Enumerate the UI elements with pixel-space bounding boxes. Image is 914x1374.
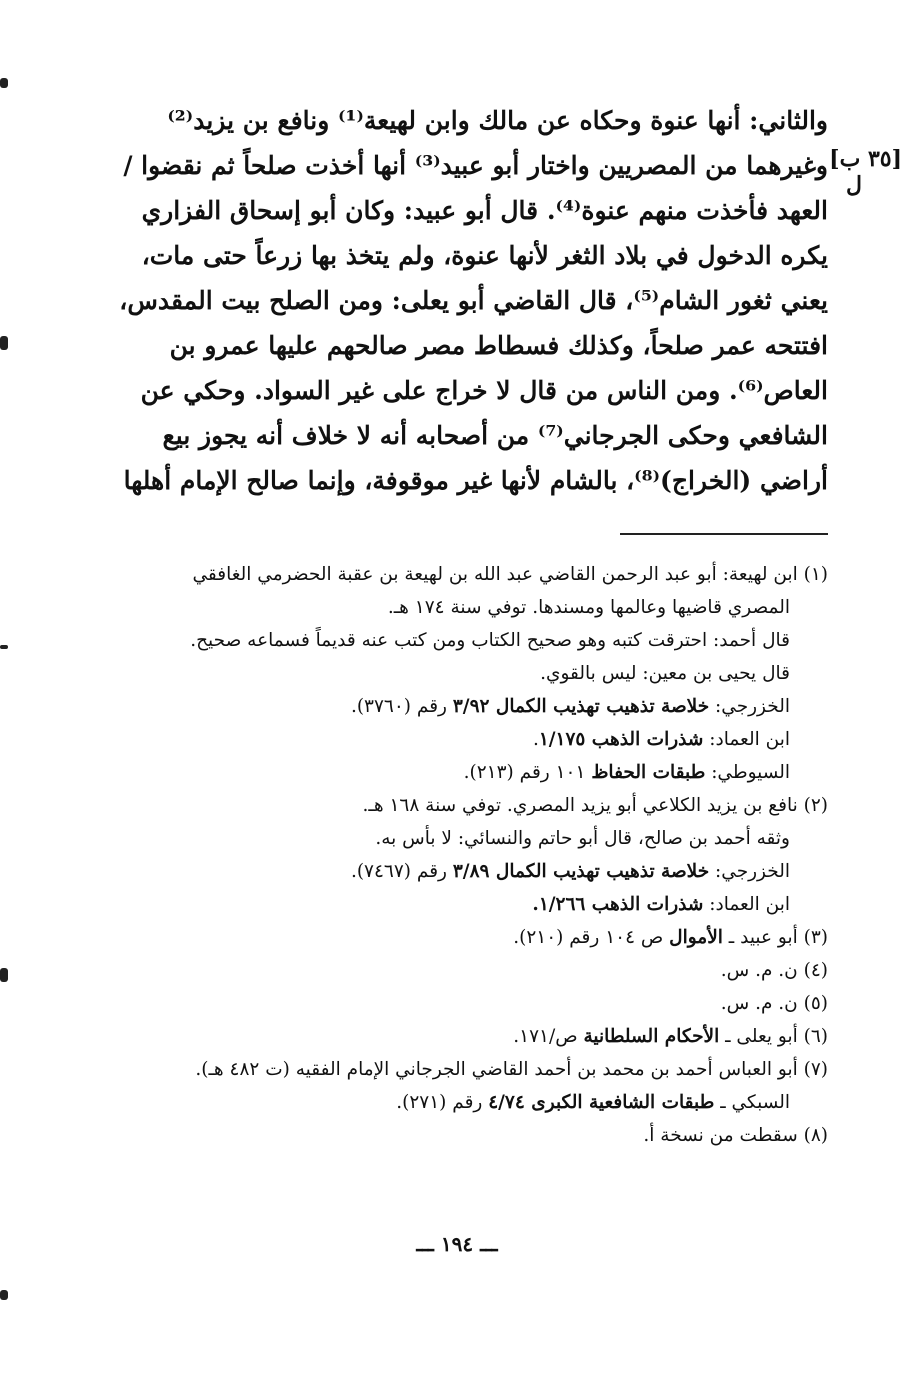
footnote-line: قال يحيى بن معين: ليس بالقوي. — [540, 663, 790, 684]
margin-folio-line: [٣٥ ب] — [829, 146, 902, 172]
footnote-line: (٤) ن. م. س. — [720, 960, 828, 981]
footnote-line: السيوطي: طبقات الحفاظ ١٠١ رقم (٢١٣). — [463, 762, 790, 783]
footnote-line: قال أحمد: احترقت كتبه وهو صحيح الكتاب ومن كتب عنه قديماً فسماعه صحيح. — [190, 630, 790, 651]
footnote-line: (٢) نافع بن يزيد الكلاعي أبو يزيد المصري. توفي سنة ١٦٨ هـ. — [362, 795, 828, 816]
footnote-line: (٨) سقطت من نسخة أ. — [643, 1125, 828, 1146]
footnote-line: (٧) أبو العباس أحمد بن محمد بن أحمد القاضي الجرجاني الإمام الفقيه (ت ٤٨٢ هـ). — [195, 1059, 828, 1080]
footnote-line: السبكي ـ طبقات الشافعية الكبرى ٤/٧٤ رقم (٢٧١). — [396, 1092, 790, 1113]
footnote-line: (١) ابن لهيعة: أبو عبد الرحمن القاضي عبد الله بن لهيعة بن عقبة الحضرمي الغافقي — [192, 564, 828, 585]
main-text-line: الشافعي وحكى الجرجاني⁽⁷⁾ من أصحابه أنه لا خلاف أنه يجوز بيع — [162, 421, 828, 450]
main-text-line: أراضي (الخراج)⁽⁸⁾، بالشام لأنها غير موقوفة، وإنما صالح الإمام أهلها — [123, 466, 828, 495]
margin-folio-note — [822, 146, 902, 198]
main-text-line: والثاني: أنها عنوة وحكاه عن مالك وابن لهيعة⁽¹⁾ ونافع بن يزيد⁽²⁾ — [167, 106, 828, 135]
footnote-line: (٦) أبو يعلى ـ الأحكام السلطانية ص/١٧١. — [513, 1026, 828, 1047]
main-text-line: وغيرهما من المصريين واختار أبو عبيد⁽³⁾ أنها أخذت صلحاً ثم نقضوا / — [123, 151, 828, 180]
footnotes — [90, 558, 828, 1152]
footnote-line: ابن العماد: شذرات الذهب ١/٢٦٦. — [532, 894, 790, 915]
main-text-line: يكره الدخول في بلاد الثغر لأنها عنوة، ولم يتخذ بها زرعاً حتى مات، — [141, 241, 828, 270]
footnote-separator — [620, 533, 828, 535]
footnote-line: الخزرجي: خلاصة تذهيب تهذيب الكمال ٣/٩٢ رقم (٣٧٦٠). — [350, 696, 790, 717]
footnote-line: ابن العماد: شذرات الذهب ١/١٧٥. — [532, 729, 790, 750]
main-text — [119, 98, 828, 503]
page-number: ـــ ١٩٤ ـــ — [416, 1232, 498, 1256]
footnote-line: وثقه أحمد بن صالح، قال أبو حاتم والنسائي: لا بأس به. — [375, 828, 790, 849]
scan-edge-mark — [0, 336, 8, 350]
scan-edge-mark — [0, 645, 8, 649]
footnote-line: المصري قاضيها وعالمها ومسندها. توفي سنة ١٧٤ هـ. — [387, 597, 790, 618]
margin-folio-line: ل — [846, 172, 862, 198]
footnote-line: الخزرجي: خلاصة تذهيب تهذيب الكمال ٣/٨٩ رقم (٧٤٦٧). — [350, 861, 790, 882]
footnote-line: (٣) أبو عبيد ـ الأموال ص ١٠٤ رقم (٢١٠). — [513, 927, 828, 948]
scan-edge-mark — [0, 968, 8, 982]
footnote-line: (٥) ن. م. س. — [720, 993, 828, 1014]
scan-edge-mark — [0, 78, 8, 88]
main-text-line: يعني ثغور الشام⁽⁵⁾، قال القاضي أبو يعلى: ومن الصلح بيت المقدس، — [119, 286, 828, 315]
scan-edge-mark — [0, 1290, 8, 1300]
main-text-line: العهد فأخذت منهم عنوة⁽⁴⁾. قال أبو عبيد: وكان أبو إسحاق الفزاري — [141, 196, 828, 225]
main-text-line: العاص⁽⁶⁾. ومن الناس من قال لا خراج على غير السواد. وحكي عن — [140, 376, 828, 405]
main-text-line: افتتحه عمر صلحاً، وكذلك فسطاط مصر صالحهم عليها عمرو بن — [169, 331, 828, 360]
